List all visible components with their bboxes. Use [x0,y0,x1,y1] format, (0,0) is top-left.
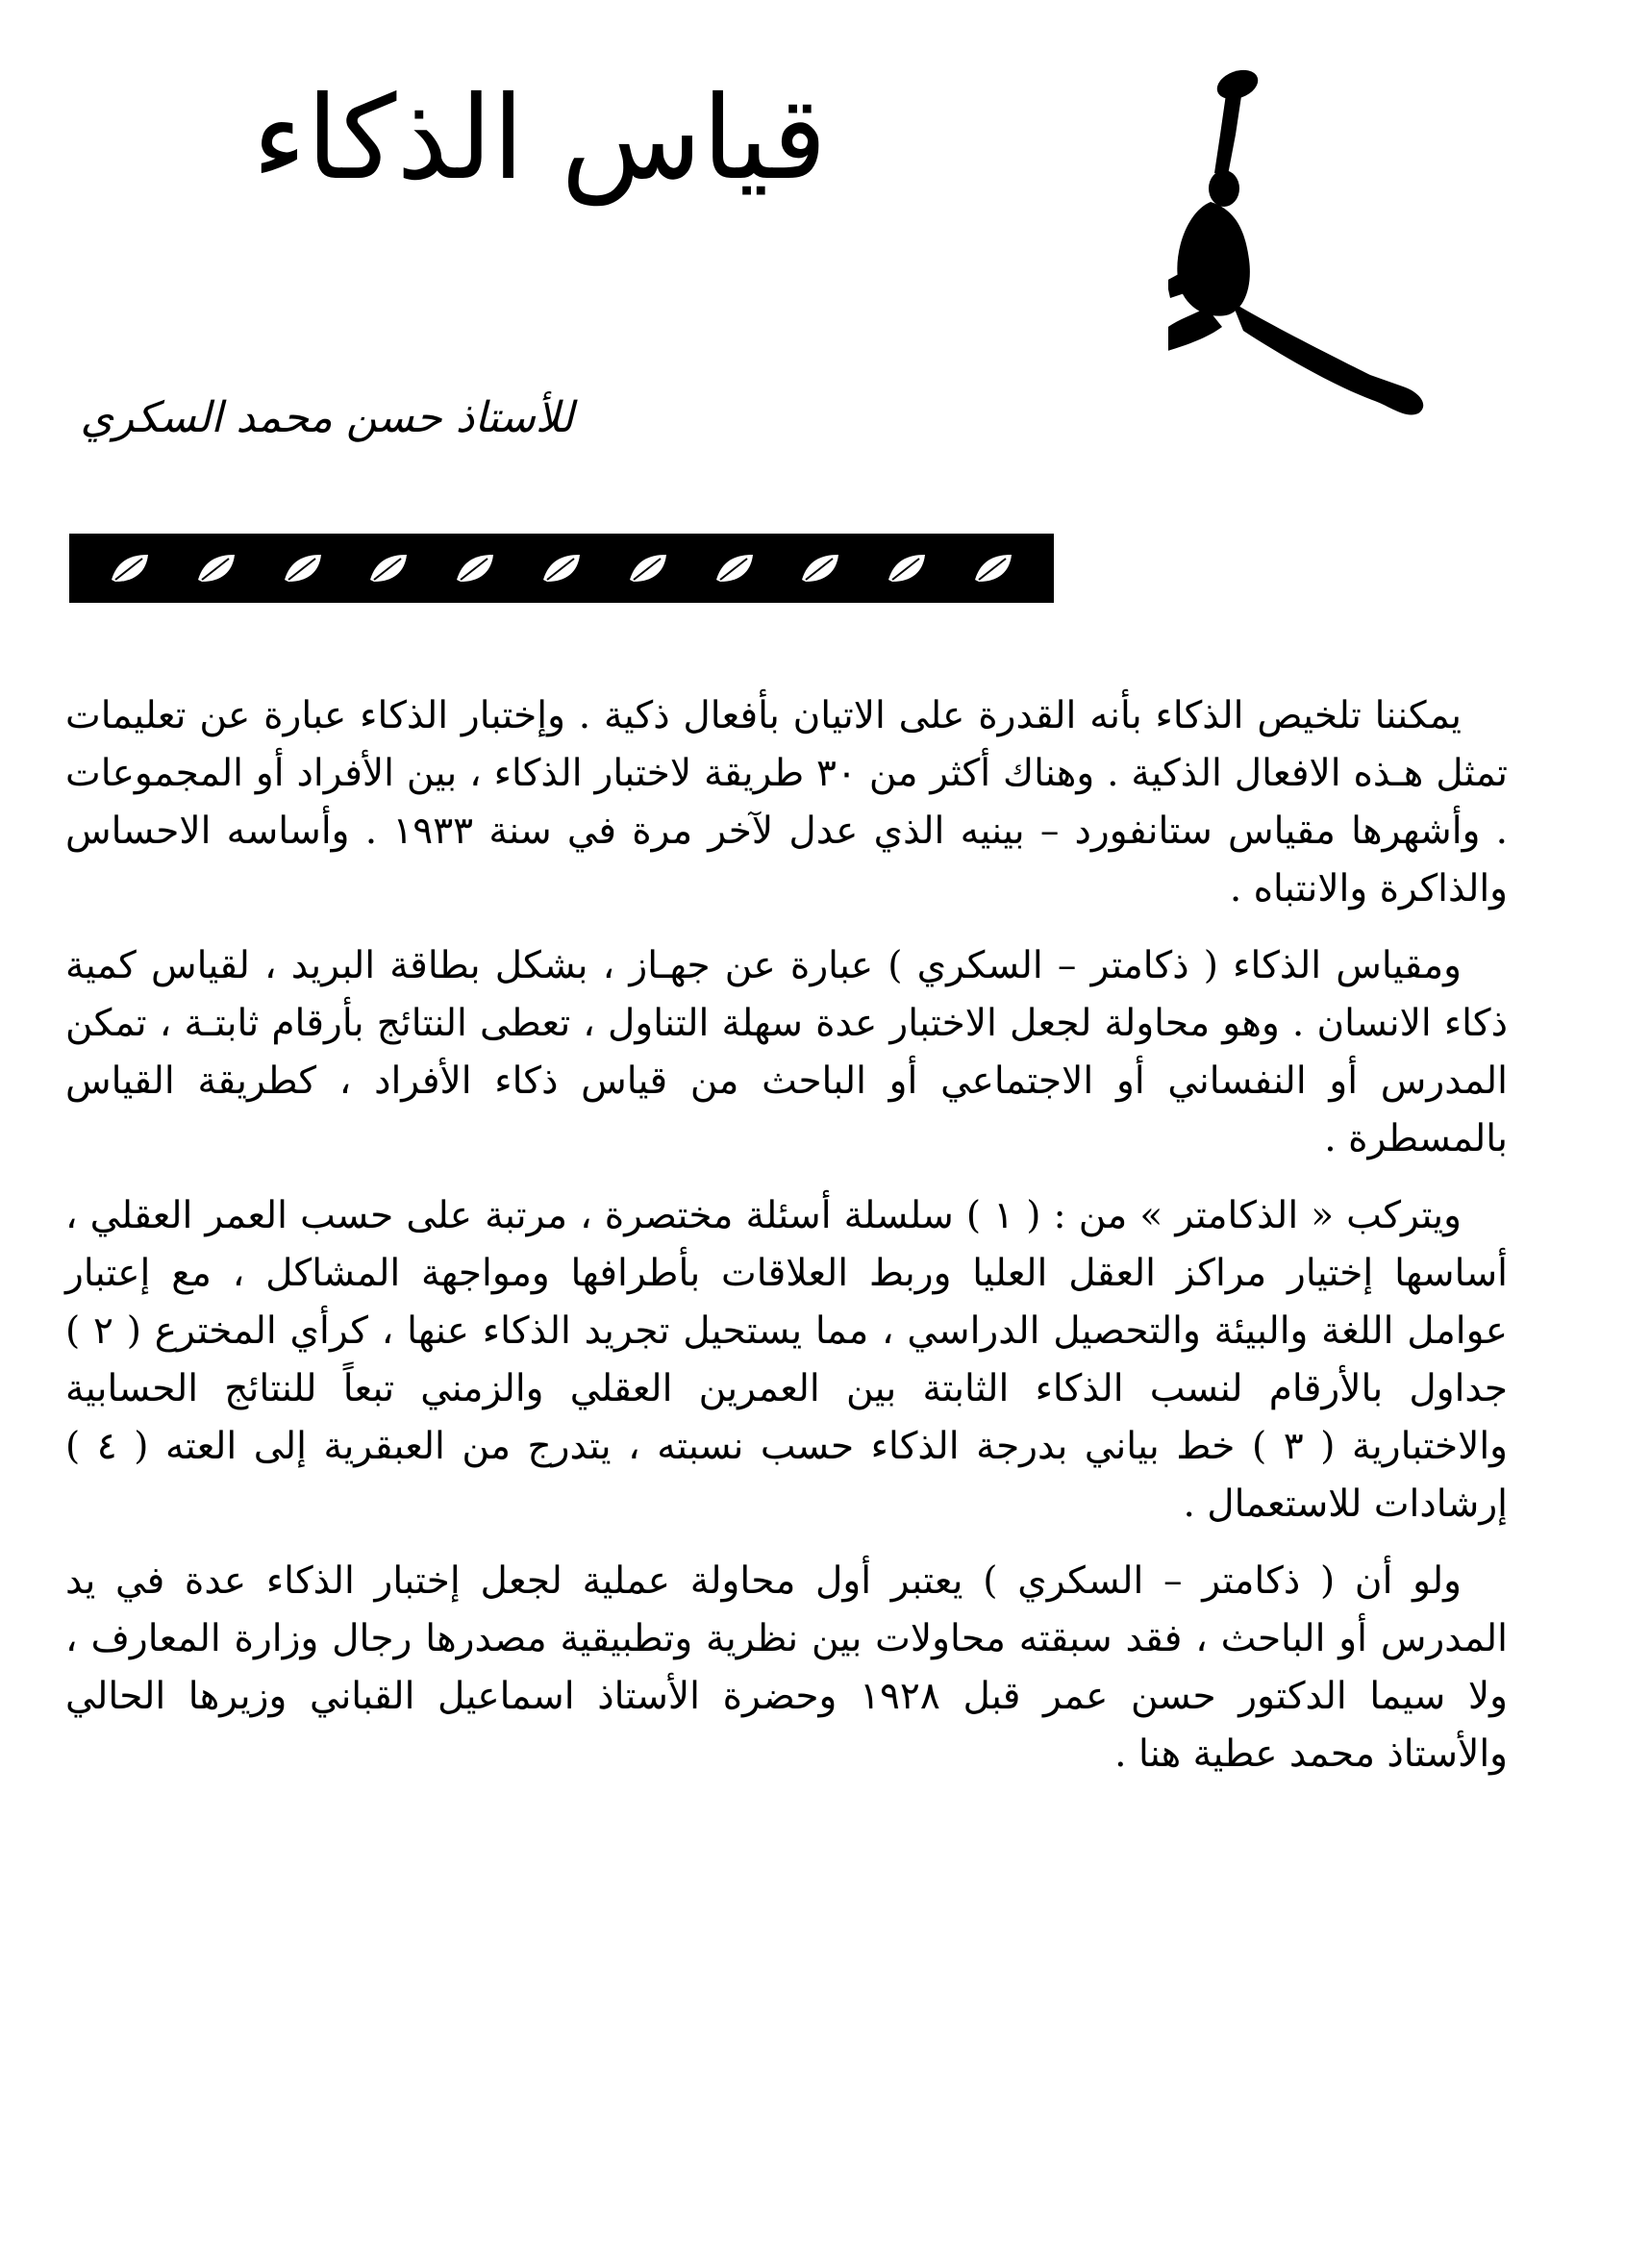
leaf-ornament-icon [971,551,1015,586]
ornamental-divider [69,534,1054,603]
running-figure-icon [1168,67,1428,437]
leaf-ornament-icon [453,551,497,586]
leaf-ornament-icon [281,551,325,586]
article-title: قياس الذكاء [252,72,827,206]
leaf-ornament-icon [885,551,929,586]
author-byline: للأستاذ حسن محمد السكري [80,393,574,442]
leaf-ornament-icon [194,551,238,586]
leaf-ornament-icon [366,551,411,586]
paragraph: ويتركب « الذكامتر » من : ( ١ ) سلسلة أسئلة مختصرة ، مرتبة على حسب العمر العقلي ، أساسها إختيار مراكز العقل العليا وربط العلاقات بأطرافها ومواجهة المشاكل ، مع إعتبار عوامل اللغة والبيئة والتحصيل الدراسي ، مما يستحيل تجريد الذكاء عنها ، كرأي المخترع ( ٢ ) جداول بالأرقام لنسب الذكاء الثابتة بين العمرين العقلي والزمني تبعاً للنتائج الحسابية والاختبارية ( ٣ ) خط بياني بدرجة الذكاء حسب نسبته ، يتدرج من العبقرية إلى العته ( ٤ ) إرشادات للاستعمال . [65,1194,1509,1526]
leaf-ornament-icon [712,551,757,586]
leaf-ornament-icon [539,551,584,586]
article-body [65,687,1508,1803]
leaf-ornament-icon [798,551,842,586]
paragraph: ومقياس الذكاء ( ذكامتر – السكري ) عبارة عن جهـاز ، بشكل بطاقة البريد ، لقياس كمية ذكاء الانسان . وهو محاولة لجعل الاختبار عدة سهلة التناول ، تعطى النتائج بأرقام ثابتـة ، تمكن المدرس أو النفساني أو الاجتماعي أو الباحث من قياس ذكاء الأفراد ، كطريقة القياس بالمسطرة . [65,944,1508,1160]
paragraph: ولو أن ( ذكامتر – السكري ) يعتبر أول محاولة عملية لجعل إختبار الذكاء عدة في يد المدرس أو الباحث ، فقد سبقته محاولات بين نظرية وتطبيقية مصدرها رجال وزارة المعارف ، ولا سيما الدكتور حسن عمر قبل ١٩٢٨ وحضرة الأستاذ اسماعيل القباني وزيرها الحالي والأستاذ محمد عطية هنا . [65,1559,1508,1776]
leaf-ornament-icon [108,551,152,586]
paragraph: يمكننا تلخيص الذكاء بأنه القدرة على الاتيان بأفعال ذكية . وإختبار الذكاء عبارة عن تعليمات تمثل هـذه الافعال الذكية . وهناك أكثر من ٣٠ طريقة لاختبار الذكاء ، بين الأفراد أو المجموعات . وأشهرها مقياس ستانفورد – بينيه الذي عدل لآخر مرة في سنة ١٩٣٣ . وأساسه الاحساس والذاكرة والانتباه . [65,694,1509,910]
leaf-ornament-icon [626,551,670,586]
